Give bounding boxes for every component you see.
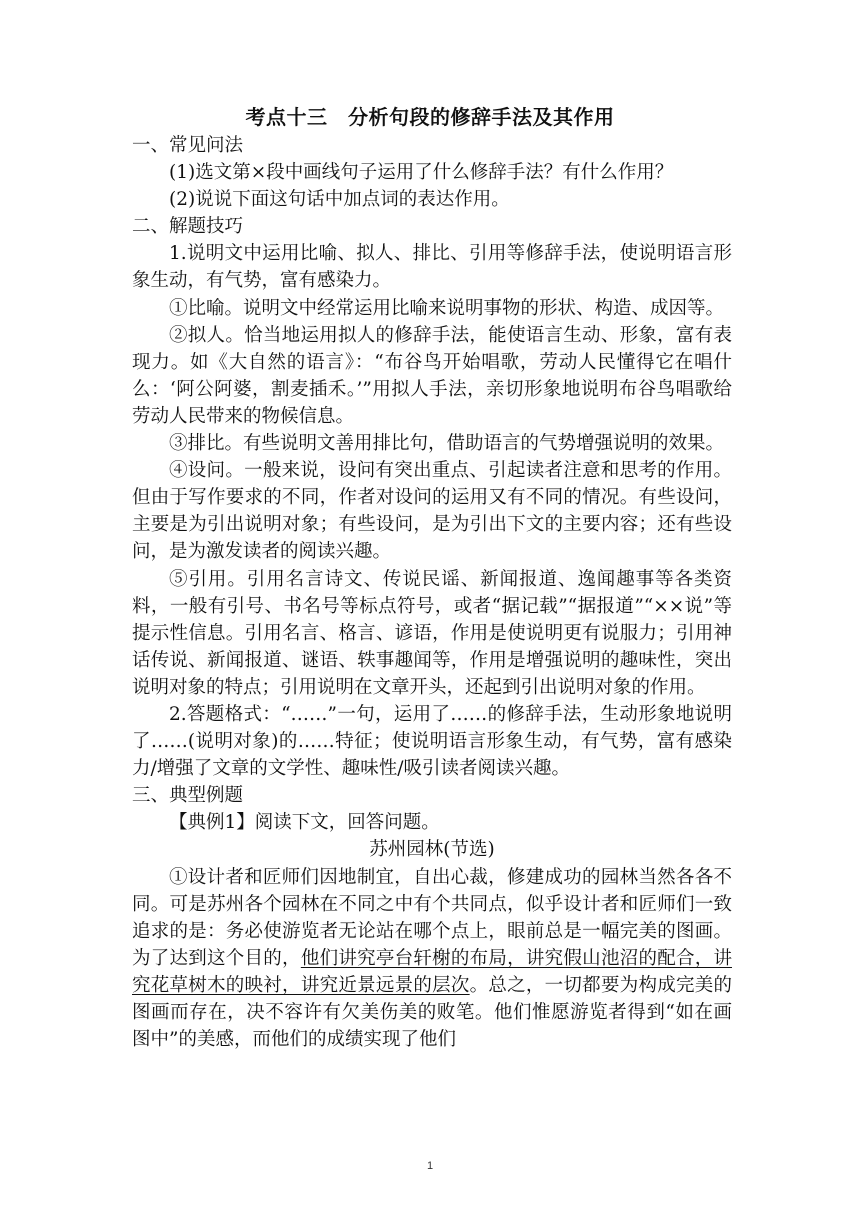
page-title: 考点十三 分析句段的修辞手法及其作用 bbox=[245, 105, 615, 129]
question-1: (1)选文第×段中画线句子运用了什么修辞手法？有什么作用？ bbox=[169, 162, 674, 184]
technique-rhetorical-question: ④设问。一般来说，设问有突出重点、引起读者注意和思考的作用。但由于写作要求的不同，作者对设问的运用又有不同的情况。有些设问，主要是为引出说明对象；有些设问，是为引出下文的主要内容；还有些设问，是为激发读者的阅读兴趣。 bbox=[132, 460, 732, 563]
technique-paragraph-1: 1.说明文中运用比喻、拟人、排比、引用等修辞手法，使说明语言形象生动，有气势，富有感染力。 bbox=[132, 243, 732, 292]
passage-title: 苏州园林(节选) bbox=[369, 839, 495, 861]
document-body bbox=[132, 132, 732, 1053]
example-1-instruction: 【典例1】阅读下文，回答问题。 bbox=[169, 812, 440, 834]
section-heading-examples: 三、典型例题 bbox=[132, 785, 244, 807]
underlined-sentence: 他们讲究亭台轩榭的布局，讲究假山池沼的配合，讲究花草树木的映衬，讲究近景远景的层次 bbox=[132, 947, 732, 996]
technique-parallelism: ③排比。有些说明文善用排比句，借助语言的气势增强说明的效果。 bbox=[169, 433, 725, 455]
technique-personification: ②拟人。恰当地运用拟人的修辞手法，能使语言生动、形象，富有表现力。如《大自然的语言》：“布谷鸟开始唱歌，劳动人民懂得它在唱什么：‘阿公阿婆，割麦插禾。’”用拟人手法，亲切形象地说明布谷鸟唱歌给劳动人民带来的物候信息。 bbox=[132, 324, 732, 427]
page-number: 1 bbox=[426, 1160, 434, 1172]
question-2: (2)说说下面这句话中加点词的表达作用。 bbox=[169, 189, 510, 211]
technique-metaphor: ①比喻。说明文中经常运用比喻来说明事物的形状、构造、成因等。 bbox=[169, 297, 725, 319]
section-heading-common-questions: 一、常见问法 bbox=[132, 135, 244, 156]
passage-text-before: ①设计者和匠师们因地制宜，自出心裁，修建成功的园林当然各各不同。可是苏州各个园林在不同之中有个共同点，似乎设计者和匠师们一致追求的是：务必使游览者无论站在哪个点上，眼前总是一幅完美的图画。为了达到这个目的， bbox=[132, 866, 732, 969]
answer-format: 2.答题格式：“……”一句，运用了……的修辞手法，生动形象地说明了……(说明对象)的……特征；使说明语言形象生动，有气势，富有感染力/增强了文章的文学性、趣味性/吸引读者阅读兴趣。 bbox=[132, 703, 732, 780]
section-heading-techniques: 二、解题技巧 bbox=[132, 216, 244, 238]
passage-text-after: 。总之，一切都要为构成完美的图画而存在，决不容许有欠美伤美的败笔。他们惟愿游览者得到“如在画图中”的美感，而他们的成绩实现了他们 bbox=[132, 974, 732, 1051]
technique-quotation: ⑤引用。引用名言诗文、传说民谣、新闻报道、逸闻趣事等各类资料，一般有引号、书名号等标点符号，或者“据记载”“据报道”“××说”等提示性信息。引用名言、格言、谚语，作用是使说明更有说服力；引用神话传说、新闻报道、谜语、轶事趣闻等，作用是增强说明的趣味性，突出说明对象的特点；引用说明在文章开头，还起到引出说明对象的作用。 bbox=[132, 568, 732, 698]
passage-paragraph-1 bbox=[132, 864, 732, 1054]
